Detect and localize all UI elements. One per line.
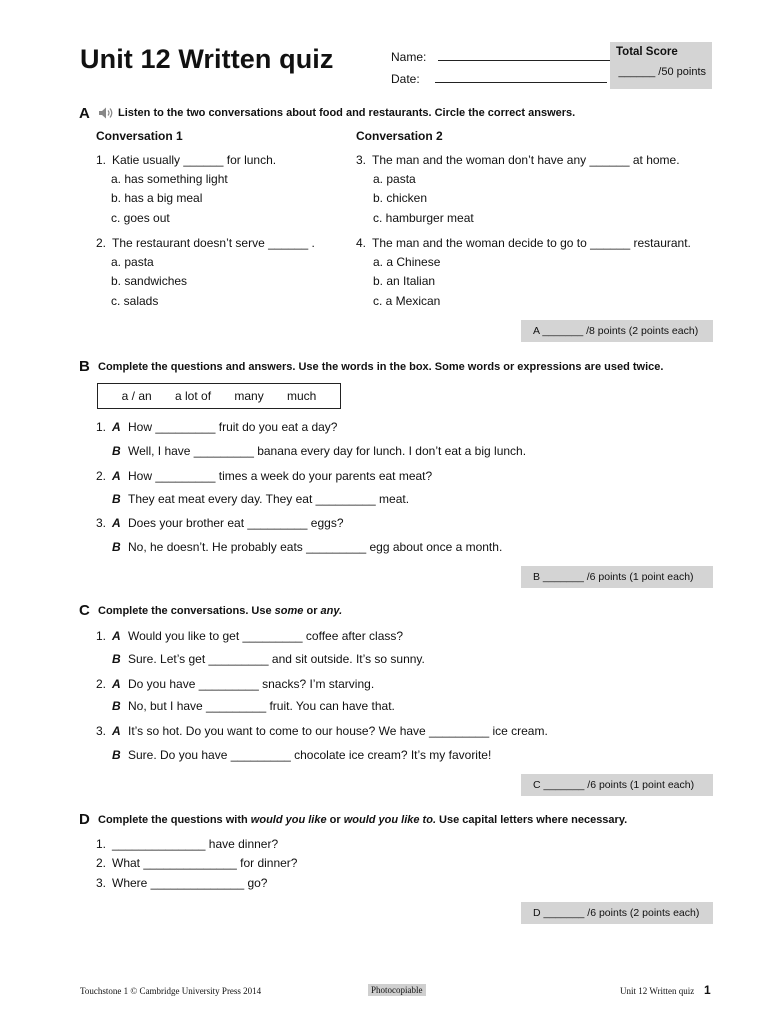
option-4a[interactable]: a. a Chinese	[373, 255, 441, 269]
option-4b[interactable]: b. an Italian	[373, 274, 436, 288]
c-item-1-a: 1. A Would you like to get _________ coffee after class?	[96, 629, 404, 643]
question-3: 3. The man and the woman don’t have any ______ at home.	[356, 153, 680, 167]
name-field[interactable]	[391, 50, 610, 64]
d-item-1: 1. ______________ have dinner?	[96, 837, 279, 851]
b-item-2-b: B They eat meat every day. They eat _________ meat.	[112, 492, 410, 506]
b-item-1-b: B Well, I have _________ banana every day for lunch. I don’t eat a big lunch.	[112, 444, 527, 458]
c-item-3-a: 3. A It’s so hot. Do you want to come to our house? We have _________ ice cream.	[96, 724, 548, 738]
option-3a[interactable]: a. pasta	[373, 172, 416, 186]
word-box	[97, 383, 341, 409]
b-item-3-a: 3. A Does your brother eat _________ eggs?	[96, 516, 344, 530]
word-item: much	[287, 389, 317, 403]
section-c-score: C _______ /6 points (1 point each)	[521, 774, 713, 796]
section-a-instructions: Listen to the two conversations about food and restaurants. Circle the correct answers.	[118, 107, 576, 119]
name-label: Name:	[391, 50, 427, 64]
section-c-instructions: Complete the conversations. Use some or any.	[98, 605, 343, 617]
footer-unit: Unit 12 Written quiz	[620, 986, 695, 996]
option-3b[interactable]: b. chicken	[373, 191, 428, 205]
page-number: 1	[704, 983, 711, 997]
c-item-2-a: 2. A Do you have _________ snacks? I’m starving.	[96, 677, 375, 691]
option-1b[interactable]: b. has a big meal	[111, 191, 203, 205]
conversation-1-title: Conversation 1	[96, 129, 183, 143]
word-item: many	[234, 389, 264, 403]
conversation-2-title: Conversation 2	[356, 129, 443, 143]
section-b-letter: B	[79, 358, 90, 375]
option-2a[interactable]: a. pasta	[111, 255, 154, 269]
section-b-instructions: Complete the questions and answers. Use the words in the box. Some words or expressions are used twice.	[98, 361, 664, 373]
total-score-box	[610, 42, 712, 89]
date-field[interactable]	[391, 72, 607, 86]
c-item-1-b: B Sure. Let’s get _________ and sit outside. It’s so sunny.	[112, 652, 425, 666]
date-label: Date:	[391, 72, 420, 86]
option-2c[interactable]: c. salads	[111, 294, 159, 308]
word-item: a lot of	[175, 389, 212, 403]
option-3c[interactable]: c. hamburger meat	[373, 211, 474, 225]
question-2: 2. The restaurant doesn’t serve ______ .	[96, 236, 315, 250]
d-item-2: 2. What ______________ for dinner?	[96, 856, 298, 870]
section-a-score: A _______ /8 points (2 points each)	[521, 320, 713, 342]
question-4: 4. The man and the woman decide to go to ______ restaurant.	[356, 236, 691, 250]
c-item-2-b: B No, but I have _________ fruit. You can have that.	[112, 699, 395, 713]
page-title: Unit 12 Written quiz	[80, 44, 334, 74]
b-item-2-a: 2. A How _________ times a week do your parents eat meat?	[96, 469, 433, 483]
option-2b[interactable]: b. sandwiches	[111, 274, 188, 288]
footer-copyright: Touchstone 1 © Cambridge University Press 2014	[80, 986, 262, 996]
b-item-1-a: 1. A How _________ fruit do you eat a day?	[96, 420, 338, 434]
b-item-3-b: B No, he doesn’t. He probably eats _________ egg about once a month.	[112, 540, 503, 554]
question-1: 1. Katie usually ______ for lunch.	[96, 153, 277, 167]
option-4c[interactable]: c. a Mexican	[373, 294, 441, 308]
section-d-score: D _______ /6 points (2 points each)	[521, 902, 713, 924]
word-item: a / an	[121, 389, 152, 403]
photocopiable-badge: Photocopiable	[368, 984, 426, 996]
section-d-instructions: Complete the questions with would you like or would you like to. Use capital letters where necessary.	[98, 814, 628, 826]
c-item-3-b: B Sure. Do you have _________ chocolate ice cream? It’s my favorite!	[112, 748, 492, 762]
total-score-points: ______ /50 points	[618, 66, 706, 78]
section-c-letter: C	[79, 602, 90, 619]
option-1a[interactable]: a. has something light	[111, 172, 228, 186]
option-1c[interactable]: c. goes out	[111, 211, 170, 225]
speaker-icon	[94, 104, 114, 122]
section-d-letter: D	[79, 811, 90, 828]
total-score-label: Total Score	[616, 46, 678, 58]
section-b-score: B _______ /6 points (1 point each)	[521, 566, 713, 588]
section-a-letter: A	[79, 105, 90, 122]
d-item-3: 3. Where ______________ go?	[96, 876, 268, 890]
